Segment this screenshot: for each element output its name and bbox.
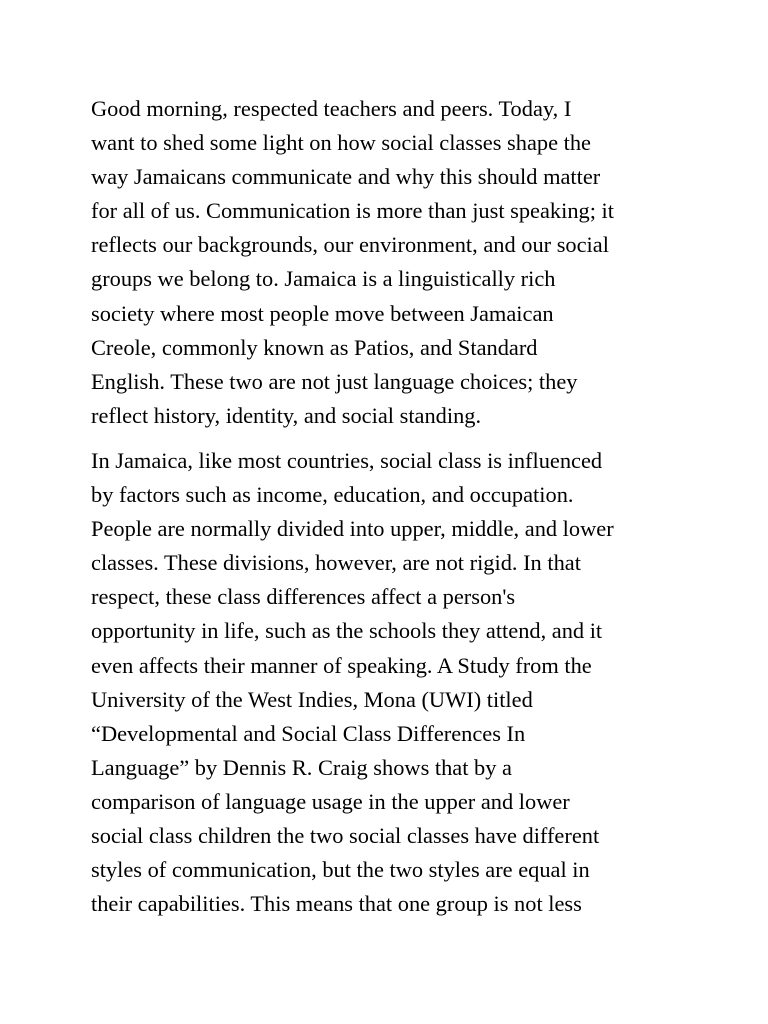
paragraph-line: University of the West Indies, Mona (UWI) titled	[91, 686, 533, 712]
paragraph-line: “Developmental and Social Class Differences In	[91, 720, 526, 746]
paragraph-line: groups we belong to. Jamaica is a linguistically rich	[91, 266, 556, 292]
paragraph-line: Good morning, respected teachers and peers. Today, I	[91, 96, 572, 121]
paragraph-line: reflects our backgrounds, our environment, and our social	[91, 232, 609, 258]
document-body	[91, 92, 687, 932]
paragraph-line: for all of us. Communication is more than just speaking; it	[91, 198, 614, 224]
paragraph-line: comparison of language usage in the upper and lower	[91, 788, 570, 814]
paragraph-line: opportunity in life, such as the schools they attend, and it	[91, 618, 603, 644]
paragraph-1	[91, 92, 687, 433]
paragraph-line: respect, these class differences affect a person's	[91, 584, 516, 610]
paragraph-line: want to shed some light on how social classes shape the	[91, 130, 591, 156]
paragraph-line: by factors such as income, education, and occupation.	[91, 482, 574, 508]
paragraph-line: their capabilities. This means that one group is not less	[91, 891, 582, 917]
paragraph-line: social class children the two social classes have different	[91, 822, 600, 848]
paragraph-line: even affects their manner of speaking. A Study from the	[91, 652, 592, 678]
paragraph-line: Creole, commonly known as Patios, and Standard	[91, 334, 538, 360]
paragraph-line: People are normally divided into upper, middle, and lower	[91, 516, 614, 542]
paragraph-line: society where most people move between Jamaican	[91, 300, 554, 326]
paragraph-line: reflect history, identity, and social standing.	[91, 402, 482, 428]
paragraph-line: Language” by Dennis R. Craig shows that by a	[91, 754, 512, 780]
paragraph-line: English. These two are not just language choices; they	[91, 368, 578, 394]
paragraph-line: way Jamaicans communicate and why this should matter	[91, 164, 601, 190]
paragraph-2	[91, 444, 687, 921]
paragraph-line: classes. These divisions, however, are not rigid. In that	[91, 550, 581, 576]
paragraph-line: In Jamaica, like most countries, social class is influenced	[91, 447, 603, 473]
paragraph-line: styles of communication, but the two styles are equal in	[91, 857, 590, 883]
